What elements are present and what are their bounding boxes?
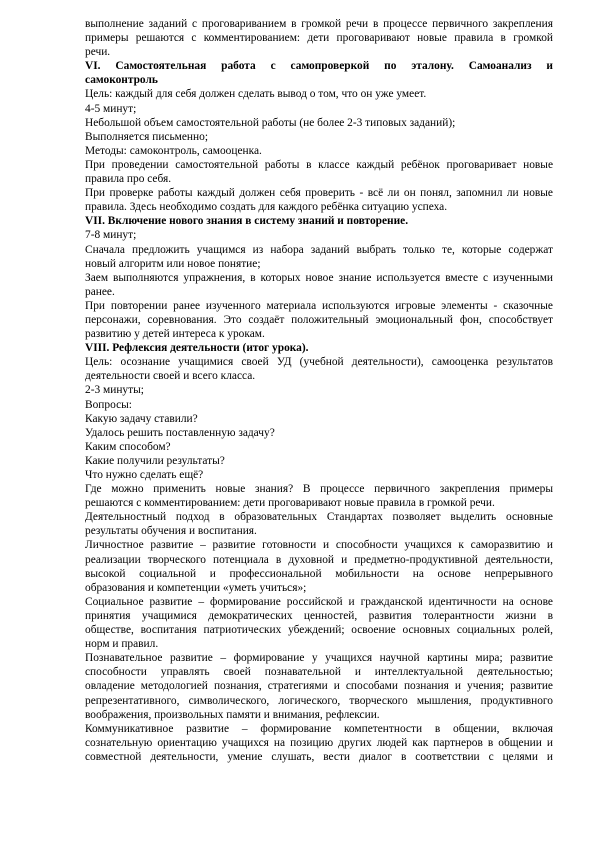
- text-line: правила про себя.: [85, 173, 172, 186]
- paragraph: [85, 17, 553, 59]
- text-line: воображения, произвольных памяти и внимания, рефлексии.: [85, 708, 380, 721]
- text-line: ранее.: [85, 285, 115, 298]
- paragraph: [85, 158, 553, 186]
- paragraph: [85, 468, 553, 482]
- text-line: образования и компетенции «уметь учиться»;: [85, 581, 307, 594]
- paragraph: [85, 595, 553, 651]
- text-line: примеры решаются с комментированием: дети проговаривают новые правила в громкой: [85, 32, 553, 45]
- paragraph: [85, 426, 553, 440]
- paragraph: [85, 228, 553, 242]
- text-line: Цель: каждый для себя должен сделать вывод о том, что он уже умеет.: [85, 88, 427, 101]
- text-line: деятельности своей и всего класса.: [85, 370, 256, 383]
- text-line: овладение методологией познания, стратегиями и способами познания и учения; развитие: [85, 680, 553, 693]
- text-line: VII. Включение нового знания в систему знаний и повторение.: [85, 215, 409, 228]
- text-line: VIII. Рефлексия деятельности (итог урока).: [85, 342, 309, 355]
- section-heading: [85, 59, 553, 87]
- paragraph: [85, 271, 553, 299]
- text-line: Заем выполняются упражнения, в которых новое знание используется вместе с изученными: [85, 271, 553, 284]
- text-line: Коммуникативное развитие – формирование компетентности в общении, включая: [85, 722, 553, 735]
- paragraph: [85, 243, 553, 271]
- paragraph: [85, 102, 553, 116]
- paragraph: [85, 398, 553, 412]
- text-line: Познавательное развитие – формирование у учащихся научной картины мира; развитие: [85, 652, 553, 665]
- paragraph: [85, 355, 553, 383]
- paragraph: [85, 651, 553, 721]
- paragraph: [85, 299, 553, 341]
- text-line: развитию у детей интереса к урокам.: [85, 328, 265, 341]
- text-line: реализации творческого потенциала в духовной и предметно-продуктивной деятельности,: [85, 553, 553, 566]
- section-heading: [85, 341, 553, 355]
- text-line: способности управлять своей познавательной и интеллектуальной деятельностью;: [85, 666, 553, 679]
- text-line: При проведении самостоятельной работы в классе каждый ребёнок проговаривает новые: [85, 158, 553, 171]
- text-line: принятия учащимися демократических ценностей, развития толерантности жизни в: [85, 609, 553, 622]
- paragraph: [85, 130, 553, 144]
- paragraph: [85, 412, 553, 426]
- text-line: Где можно применить новые знания? В процессе первичного закрепления примеры: [85, 483, 553, 496]
- text-line: 2-3 минуты;: [85, 384, 144, 397]
- text-line: 7-8 минут;: [85, 229, 137, 242]
- text-line: правила. Здесь необходимо создать для каждого ребёнка ситуацию успеха.: [85, 201, 448, 214]
- paragraph: [85, 454, 553, 468]
- text-line: решаются с комментированием: дети проговаривают новые правила в громкой речи.: [85, 497, 495, 510]
- text-line: сознательную ориентацию учащихся на позицию других людей как партнеров в общении и: [85, 736, 553, 749]
- text-line: При проверке работы каждый должен себя проверить - всё ли он понял, запомнил ли новые: [85, 187, 553, 200]
- text-line: выполнение заданий с проговариванием в громкой речи в процессе первичного закрепления: [85, 18, 553, 30]
- text-line: VI. Самостоятельная работа с самопроверкой по эталону. Самоанализ и: [85, 60, 553, 73]
- text-line: персонажи, соревнования. Это создаёт положительный эмоциональный фон, способствует: [85, 313, 553, 326]
- text-line: Вопросы:: [85, 398, 132, 411]
- paragraph: [85, 383, 553, 397]
- text-line: норм и правил.: [85, 638, 159, 651]
- text-line: Удалось решить поставленную задачу?: [85, 426, 275, 439]
- section-heading: [85, 214, 553, 228]
- text-line: 4-5 минут;: [85, 102, 137, 115]
- text-line: Каким способом?: [85, 440, 171, 453]
- paragraph: [85, 144, 553, 158]
- text-line: результаты обучения и воспитания.: [85, 525, 257, 538]
- text-line: обществе, воспитания патриотических убеждений; освоение основных социальных ролей,: [85, 624, 553, 637]
- document-page: [85, 17, 553, 764]
- paragraph: [85, 186, 553, 214]
- paragraph: [85, 87, 553, 101]
- paragraph: [85, 440, 553, 454]
- text-line: Деятельностный подход в образовательных Стандартах позволяет выделить основные: [85, 511, 553, 524]
- text-line: Выполняется письменно;: [85, 130, 208, 143]
- text-line: Небольшой объем самостоятельной работы (не более 2-3 типовых заданий);: [85, 116, 456, 129]
- text-line: совместной деятельности, умение слушать, вести диалог в соответствии с целями и: [85, 750, 553, 763]
- text-line: Сначала предложить учащимся из набора заданий выбрать только те, которые содержат: [85, 243, 553, 256]
- text-line: новый алгоритм или новое понятие;: [85, 257, 261, 270]
- text-line: Социальное развитие – формирование российской и гражданской идентичности на основе: [85, 595, 553, 608]
- text-line: Какую задачу ставили?: [85, 412, 198, 425]
- text-line: При повторении ранее изученного материала используются игровые элементы - сказочные: [85, 299, 553, 312]
- paragraph: [85, 116, 553, 130]
- text-line: Какие получили результаты?: [85, 454, 225, 467]
- paragraph: [85, 482, 553, 510]
- paragraph: [85, 538, 553, 594]
- paragraph: [85, 510, 553, 538]
- text-line: Личностное развитие – развитие готовности и способности учащихся к саморазвитию и: [85, 539, 553, 552]
- text-line: высокой социальной и профессиональной мобильности на основе непрерывного: [85, 567, 553, 580]
- text-line: Методы: самоконтроль, самооценка.: [85, 144, 262, 157]
- text-line: репрезентативного, символического, логического, творческого мышления, продуктивного: [85, 694, 553, 707]
- text-line: самоконтроль: [85, 74, 158, 87]
- paragraph: [85, 722, 553, 764]
- text-line: Что нужно сделать ещё?: [85, 469, 204, 481]
- text-line: речи.: [85, 46, 111, 59]
- text-line: Цель: осознание учащимися своей УД (учебной деятельности), самооценка результатов: [85, 356, 553, 369]
